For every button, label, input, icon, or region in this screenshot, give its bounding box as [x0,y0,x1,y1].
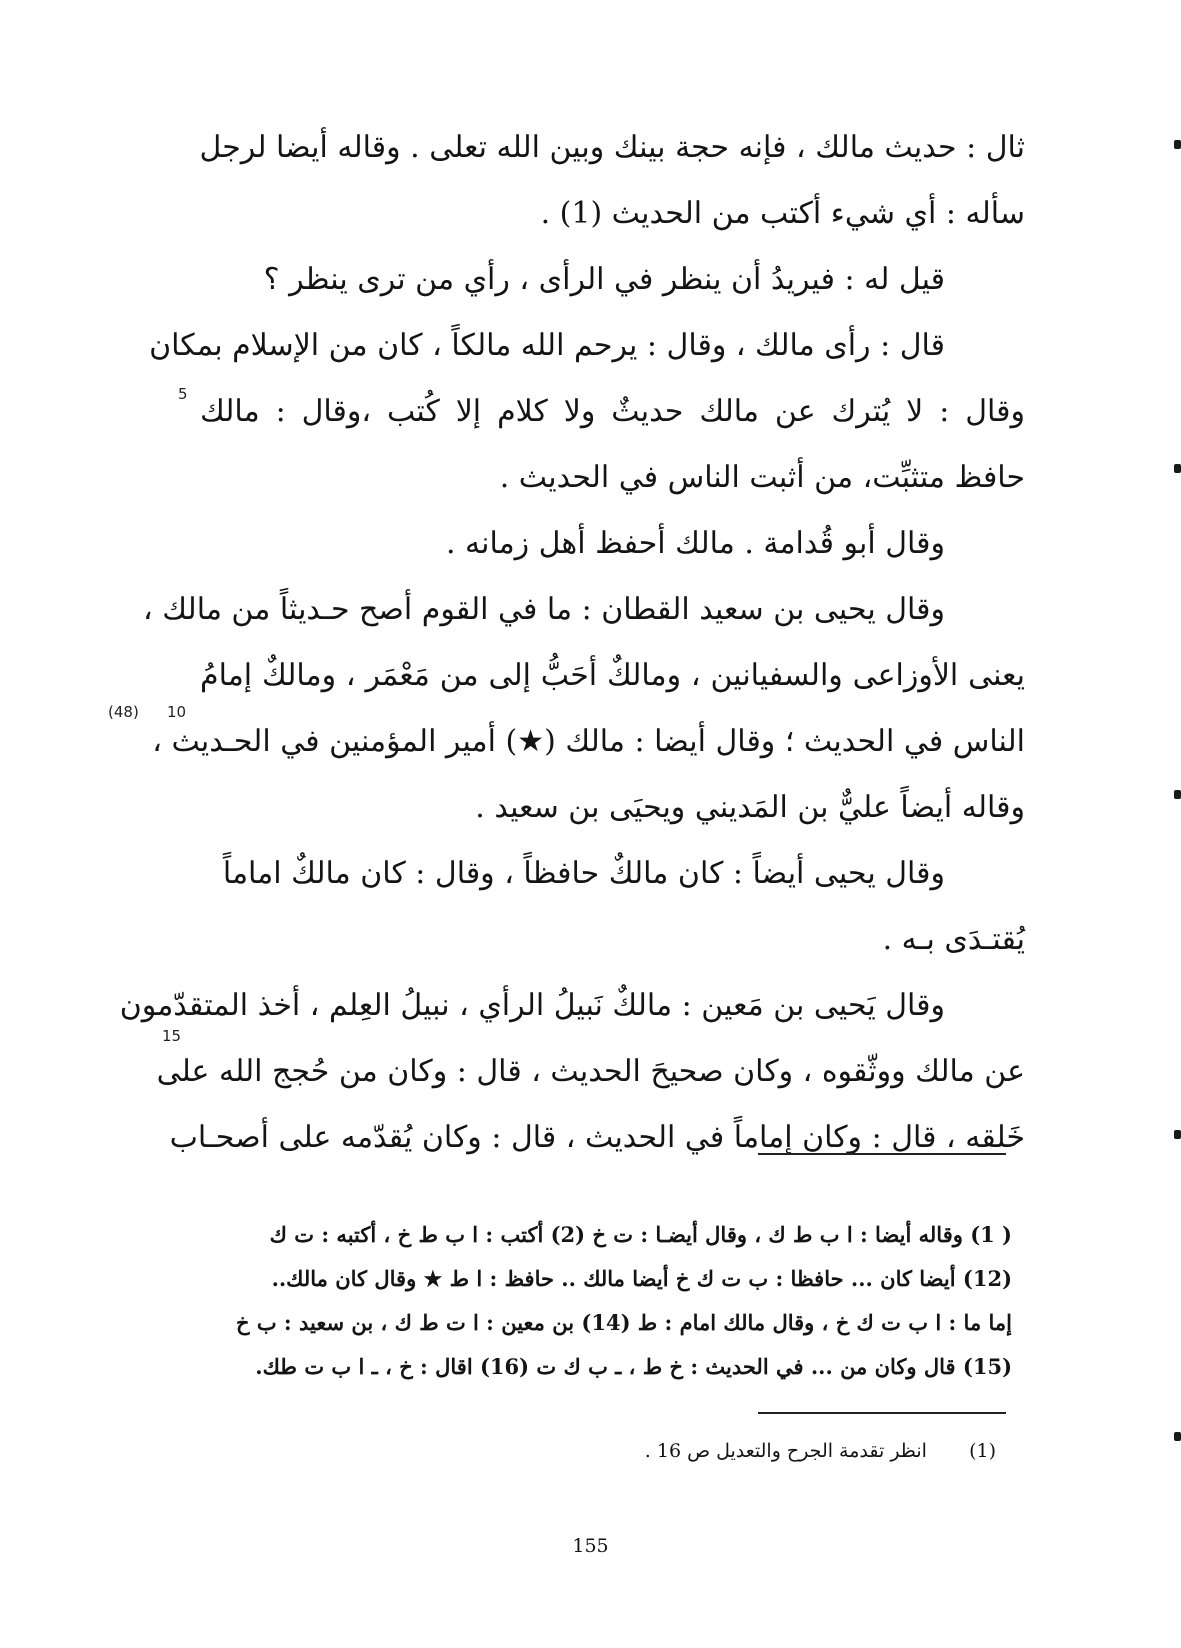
apparatus-note-2: (12) أيضا كان ... حافظا : ب ت ك خ أيضا مالك .. حافظ : ا ط ★ وقال كان مالك.. [271,1266,1012,1291]
line-number-5: 5 [178,385,188,403]
text-line-9: يعنى الأوزاعى والسفيانين ، ومالكٌ أحَبُّ إلى من مَعْمَر ، ومالكٌ إمامُ [200,658,1025,693]
text-line-5: وقال : لا يُترك عن مالك حديثٌ ولا كلام إلا كُتب ،وقال : مالك [200,394,1025,429]
text-line-2: سأله : أي شيء أكتب من الحديث (1) . [540,196,1025,231]
text-line-11: وقاله أيضاً عليٌّ بن المَديني ويحيَى بن سعيد . [475,790,1025,825]
text-line-15: عن مالك ووثّقوه ، وكان صحيحَ الحديث ، قال : وكان من حُجج الله على [156,1054,1025,1089]
text-line-1: ثال : حديث مالك ، فإنه حجة بينك وبين الله تعلى . وقاله أيضا لرجل [199,130,1025,165]
text-line-4: قال : رأى مالك ، وقال : يرحم الله مالكاً ، كان من الإسلام بمكان [149,328,945,363]
text-line-13: يُقتـدَى بـه . [882,922,1025,957]
line-number-10: 10 [167,703,187,721]
page-number: 155 [572,1535,609,1557]
text-line-10: الناس في الحديث ؛ وقال أيضا : مالك (★) أمير المؤمنين في الحـديث ، [152,724,1025,759]
text-line-7: وقال أبو قُدامة . مالك أحفظ أهل زمانه . [445,526,945,561]
text-line-16: خَلقه ، قال : وكان إماماً في الحديث ، قال : وكان يُقدّمه على أصحـاب [169,1120,1025,1155]
footnote-text: انظر تقدمة الجرح والتعديل ص 16 . [644,1440,927,1462]
text-line-14: وقال يَحيى بن مَعين : مالكٌ نَبيلُ الرأي ، نبيلُ العِلم ، أخذ المتقدّمون [119,988,945,1023]
manuscript-folio-marker: (48) [108,703,139,721]
binding-hole-mark [1174,140,1181,149]
binding-hole-mark [1174,1432,1181,1441]
text-line-8: وقال يحيى بن سعيد القطان : ما في القوم أصح حـديثاً من مالك ، [143,592,945,627]
text-line-6: حافظ متثبِّت، من أثبت الناس في الحديث . [499,460,1025,495]
line-number-15: 15 [162,1027,182,1045]
binding-hole-mark [1174,790,1181,799]
apparatus-note-4: (15) قال وكان من ... في الحديث : خ ط ، ـ ب ك ت (16) اقال : خ ، ـ ا ب ت طك. [255,1354,1012,1379]
apparatus-note-1: ( 1) وقاله أيضا : ا ب ط ك ، وقال أيضـا : ت خ (2) أكتب : ا ب ط خ ، أكتبه : ت ك [269,1222,1012,1247]
text-line-12: وقال يحيى أيضاً : كان مالكٌ حافظاً ، وقال : كان مالكٌ اماماً [222,856,945,891]
apparatus-note-3: إما ما : ا ب ت ك خ ، وقال مالك امام : ط (14) بن معين : ا ت ط ك ، بن سعيد : ب خ [235,1310,1012,1335]
apparatus-rule [758,1153,1006,1155]
text-line-3: قيل له : فيريدُ أن ينظر في الرأى ، رأي من ترى ينظر ؟ [263,262,945,297]
critical-apparatus [200,1213,1012,1389]
binding-hole-mark [1174,464,1181,473]
footnote [645,1440,996,1462]
footnote-marker: (1) [969,1440,996,1462]
binding-hole-mark [1174,1130,1181,1139]
footnote-rule [758,1412,1006,1414]
